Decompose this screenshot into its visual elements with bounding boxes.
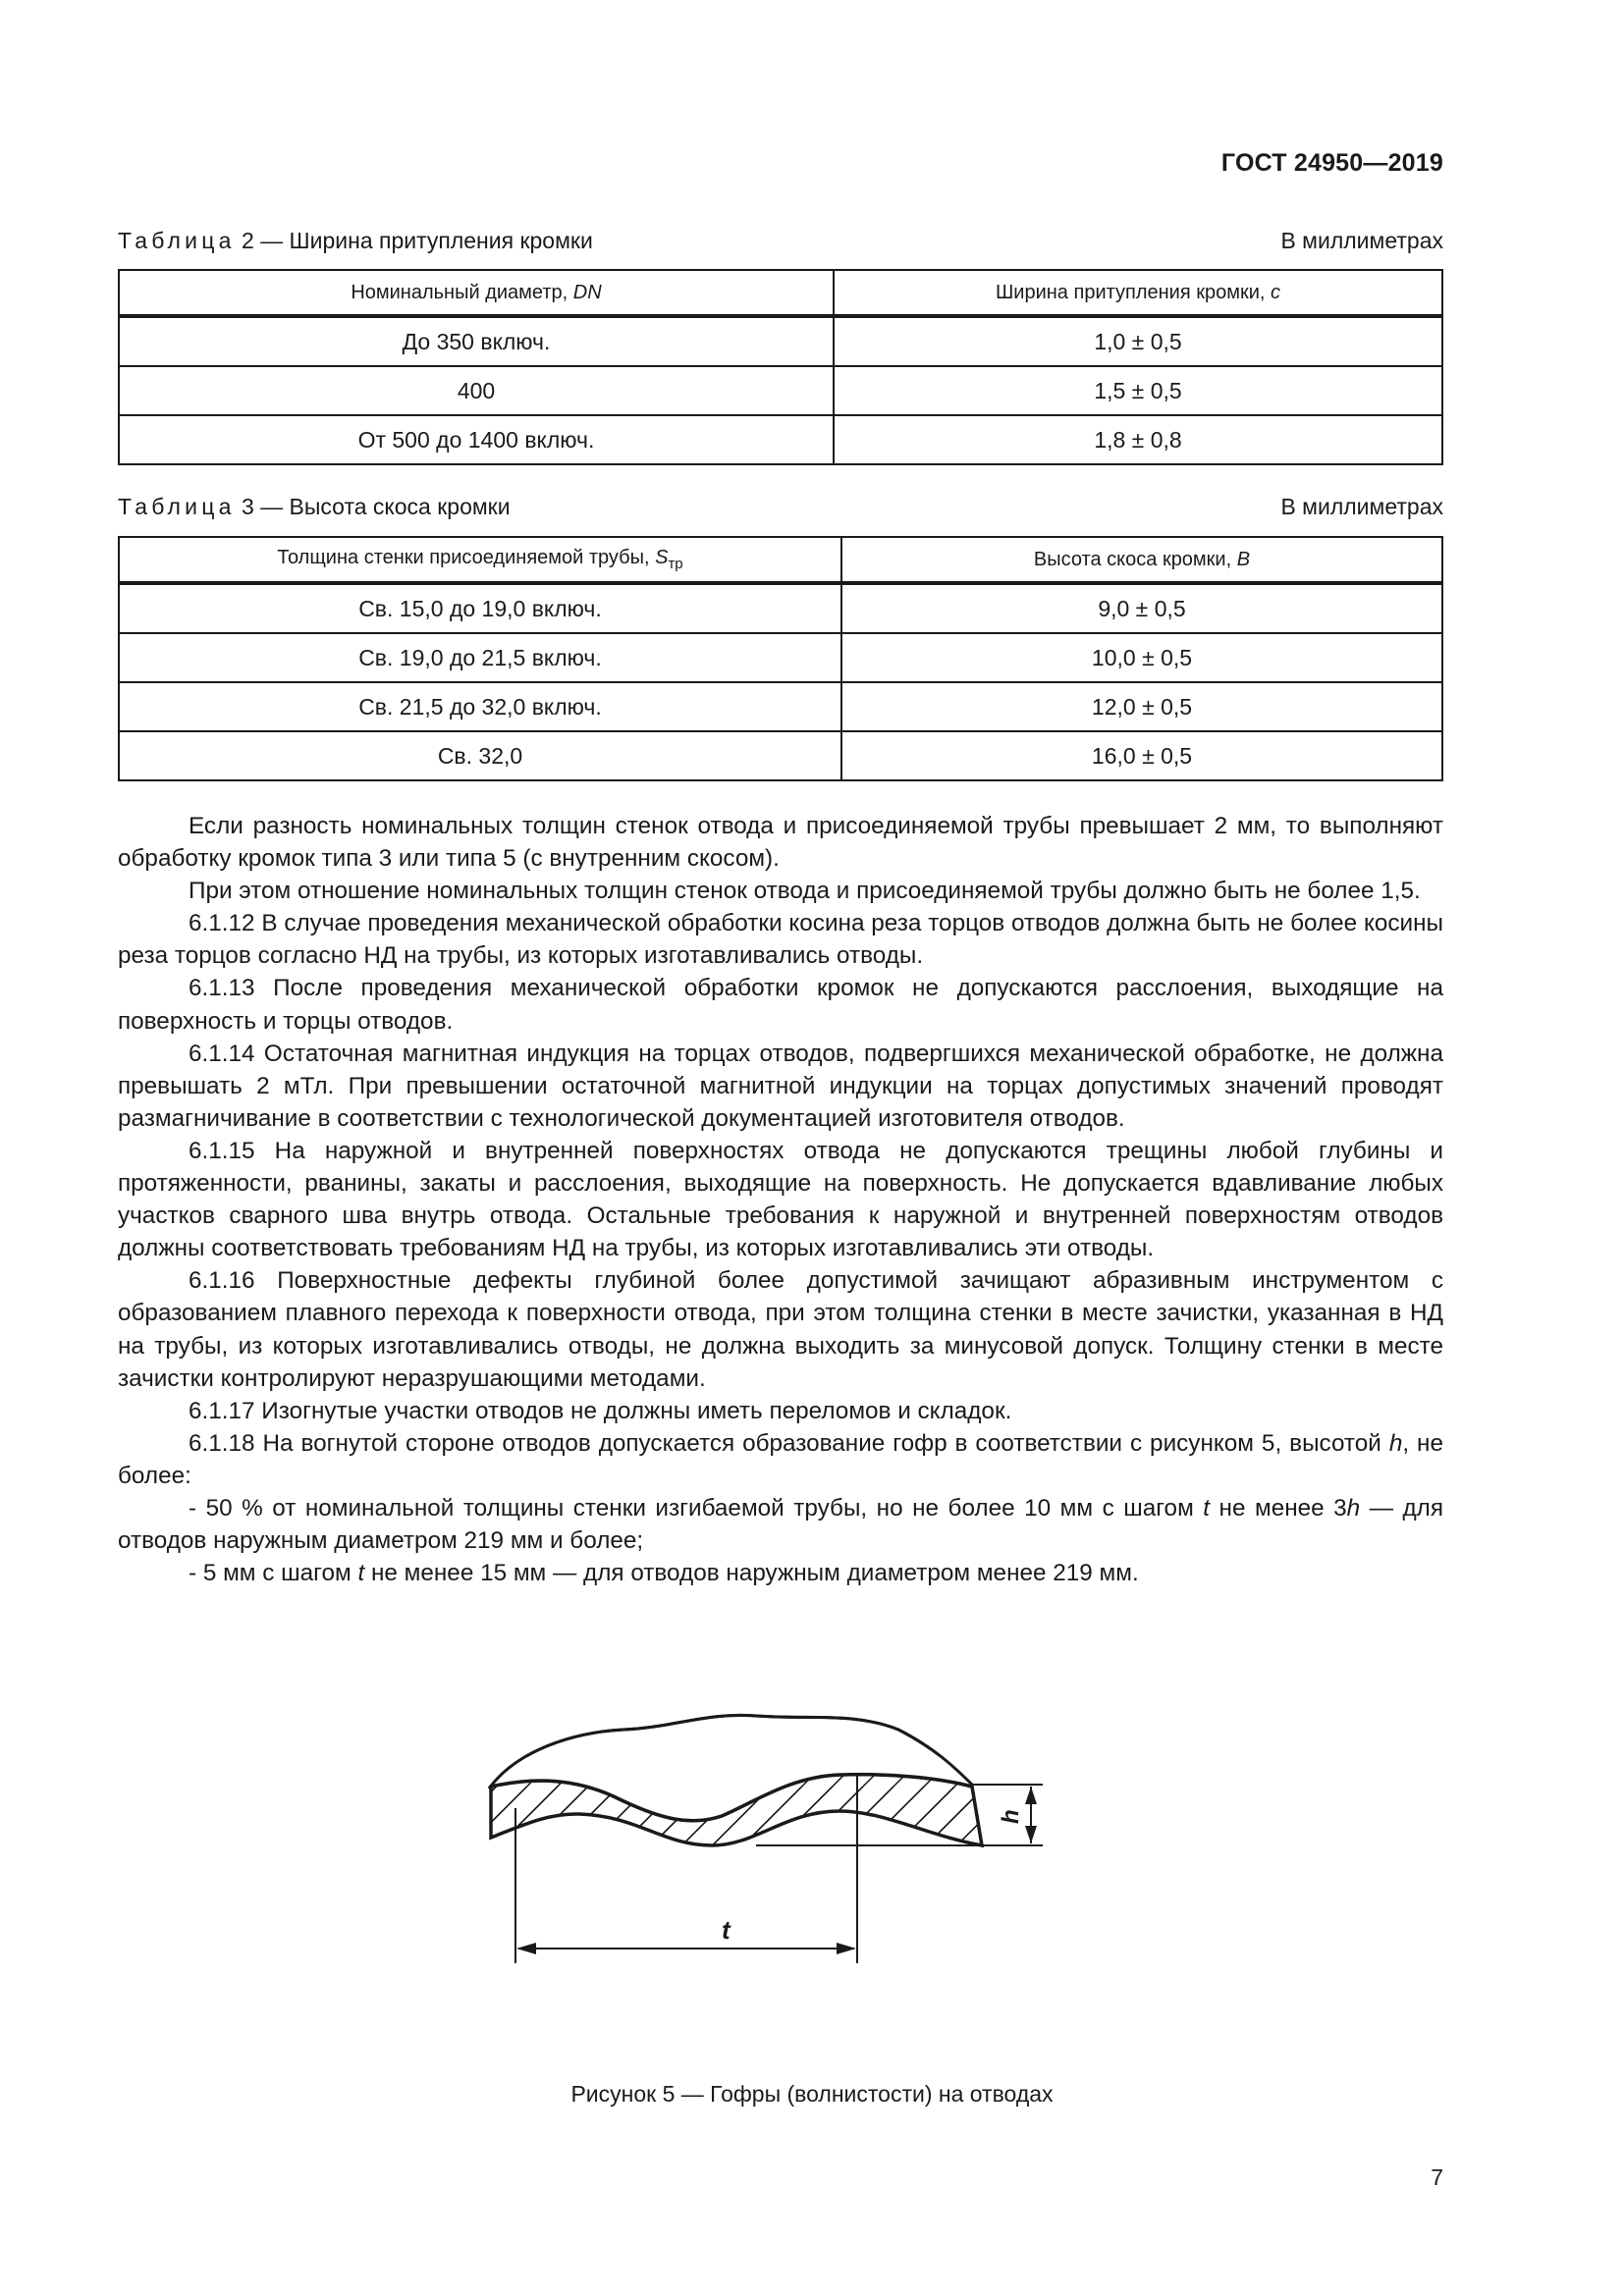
- table-row: Св. 32,0 16,0 ± 0,5: [119, 731, 1442, 780]
- table3: [118, 536, 1443, 781]
- corrugation-diagram: [461, 1698, 1051, 1993]
- table2-title: 2 — Ширина притупления кромки: [235, 228, 593, 253]
- table2-caption: [118, 228, 1443, 254]
- paragraph: 6.1.17 Изогнутые участки отводов не должны иметь переломов и складок.: [189, 1397, 1012, 1424]
- paragraph: 6.1.14 Остаточная магнитная индукция на торцах отводов, подвергшихся механической обработке, не должна превышать 2 мТл. При превышении остаточной магнитной индукции на торцах допустимых значений проводят размагничивание в соответствии с технологической документацией изготовителя отводов.: [118, 1040, 1443, 1132]
- table-row: 400 1,5 ± 0,5: [119, 366, 1442, 415]
- paragraph: 6.1.16 Поверхностные дефекты глубиной более допустимой зачищают абразивным инструментом с образованием плавного перехода к поверхности отвода, при этом толщина стенки в месте зачистки, указанная в НД на трубы, из которых изготавливались отводы, не должна выходить за минусовой допуск. Толщину стенки в месте зачистки контролируют неразрушающими методами.: [118, 1267, 1443, 1392]
- table3-units: В миллиметрах: [1280, 494, 1443, 519]
- table-row: Св. 19,0 до 21,5 включ. 10,0 ± 0,5: [119, 633, 1442, 682]
- table2: [118, 269, 1443, 465]
- paragraph-6-1-18: 6.1.18 На вогнутой стороне отводов допускается образование гофр в соответствии с рисунком 5, высотой h, не более:: [118, 1429, 1443, 1489]
- paragraph: 6.1.13 После проведения механической обработки кромок не допускаются расслоения, выходящие на поверхность и торцы отводов.: [118, 975, 1443, 1035]
- table2-label: Таблица: [118, 228, 236, 253]
- table2-header-row: [119, 270, 1442, 316]
- table3-header-row: [119, 537, 1442, 583]
- paragraph: Если разность номинальных толщин стенок отвода и присоединяемой трубы превышает 2 мм, то выполняют обработку кромок типа 3 или типа 5 (с внутренним скосом).: [118, 813, 1443, 873]
- figure-5-corrugation-drawing: [461, 1698, 1051, 1998]
- table-row: До 350 включ. 1,0 ± 0,5: [119, 316, 1442, 366]
- paragraph: 6.1.15 На наружной и внутренней поверхностях отвода не допускаются трещины любой глубины и протяженности, рванины, закаты и расслоения, выходящие на поверхность. Не допускается вдавливание любых участков сварного шва внутрь отвода. Остальные требования к наружной и внутренней поверхностям отводов должны соответствовать требованиям НД на трубы, из которых изготавливались эти отводы.: [118, 1137, 1443, 1262]
- document-id: ГОСТ 24950—2019: [1220, 149, 1443, 177]
- paragraph: При этом отношение номинальных толщин стенок отвода и присоединяемой трубы должно быть не более 1,5.: [189, 878, 1421, 905]
- figure-caption: Рисунок 5 — Гофры (волнистости) на отводах: [570, 2081, 1054, 2107]
- table3-header-bevel: Высота скоса кромки, B: [841, 537, 1442, 583]
- table-row: От 500 до 1400 включ. 1,8 ± 0,8: [119, 415, 1442, 464]
- label-h: h: [998, 1809, 1024, 1824]
- table2-units: В миллиметрах: [1280, 228, 1443, 253]
- label-t: t: [722, 1915, 731, 1945]
- list-item: - 5 мм с шагом t не менее 15 мм — для отводов наружным диаметром менее 219 мм.: [189, 1560, 1139, 1587]
- table3-caption: [118, 494, 1443, 520]
- page-number: 7: [1431, 2164, 1443, 2190]
- paragraph: 6.1.12 В случае проведения механической обработки косина реза торцов отводов должна быть не более косины реза торцов согласно НД на трубы, из которых изготавливались отводы.: [118, 910, 1443, 970]
- table3-header-thickness: Толщина стенки присоединяемой трубы, $S_{тр}$: [119, 537, 841, 583]
- arrow-left: [516, 1943, 536, 1954]
- table-row: Св. 21,5 до 32,0 включ. 12,0 ± 0,5: [119, 682, 1442, 731]
- table-row: Св. 15,0 до 19,0 включ. 9,0 ± 0,5: [119, 583, 1442, 633]
- list-item: - 50 % от номинальной толщины стенки изгибаемой трубы, но не более 10 мм с шагом t не менее 3h — для отводов наружным диаметром 219 мм и более;: [118, 1494, 1444, 1555]
- table2-header-width: Ширина притупления кромки, c: [834, 270, 1442, 316]
- table3-title: 3 — Высота скоса кромки: [235, 494, 511, 519]
- arrow-right: [837, 1943, 856, 1954]
- body-text: [118, 810, 1443, 1589]
- table2-header-diameter: Номинальный диаметр, DN: [119, 270, 834, 316]
- table3-label: Таблица: [118, 494, 236, 519]
